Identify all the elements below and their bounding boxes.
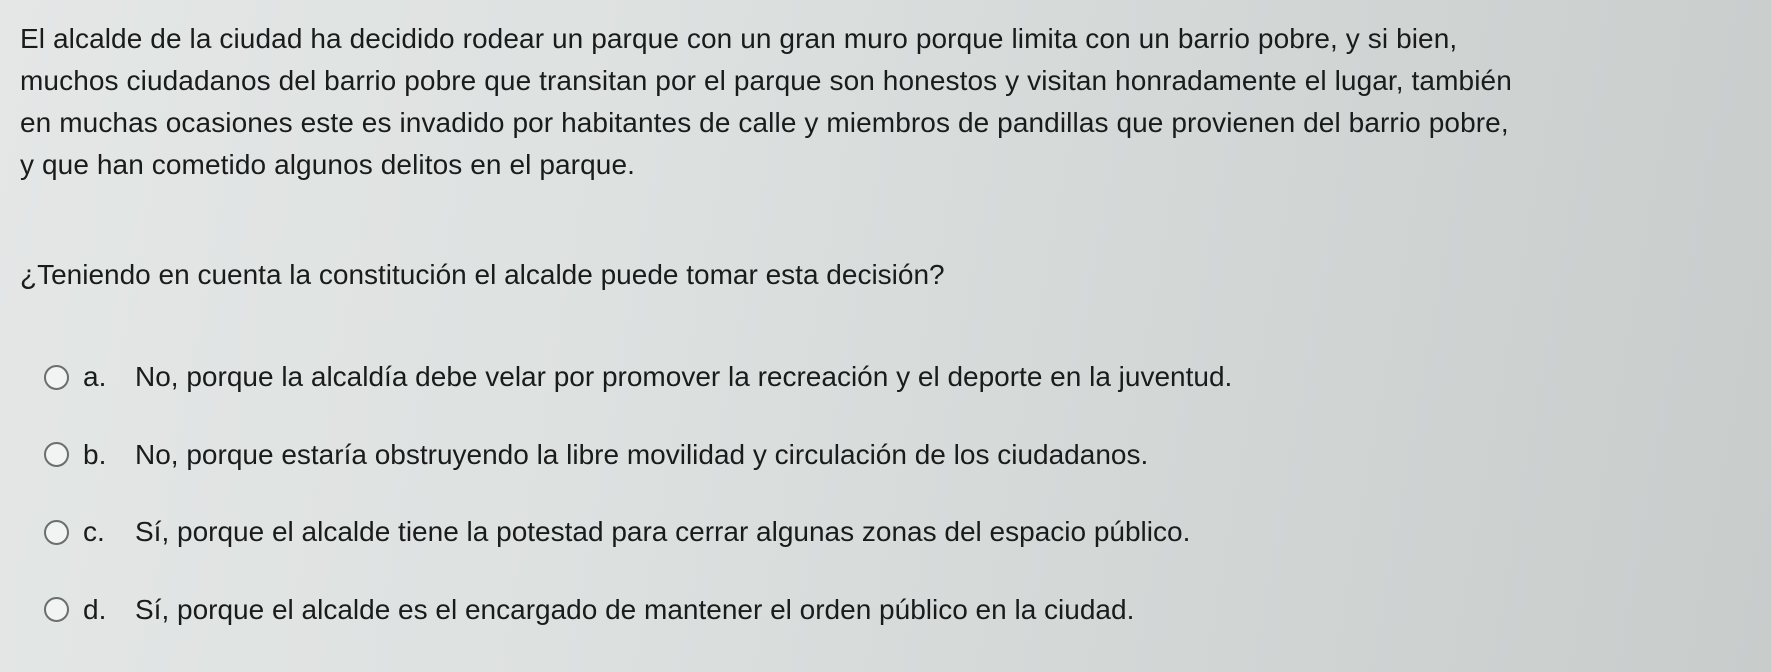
option-letter: b.: [83, 438, 107, 470]
option-text[interactable]: Sí, porque el alcalde es el encargado de mantener el orden público en la ciudad.: [135, 593, 1135, 625]
option-text[interactable]: No, porque la alcaldía debe velar por promover la recreación y el deporte en la juventud.: [135, 361, 1233, 392]
option-letter: c.: [83, 516, 105, 547]
option-c[interactable]: [44, 512, 1744, 552]
question-stem: [20, 18, 1760, 186]
stem-line: y que han cometido algunos delitos en el parque.: [20, 149, 636, 180]
radio-button-b[interactable]: [44, 442, 69, 467]
answer-options: [44, 357, 1744, 667]
option-a[interactable]: [44, 357, 1744, 397]
option-d[interactable]: [44, 590, 1744, 630]
radio-button-c[interactable]: [44, 520, 69, 545]
stem-line: El alcalde de la ciudad ha decidido rodear un parque con un gran muro porque limita con un barrio pobre, y si bien,: [20, 23, 1458, 54]
option-text[interactable]: No, porque estaría obstruyendo la libre movilidad y circulación de los ciudadanos.: [135, 438, 1149, 470]
option-text[interactable]: Sí, porque el alcalde tiene la potestad para cerrar algunas zonas del espacio público.: [135, 516, 1191, 547]
question-prompt: ¿Teniendo en cuenta la constitución el alcalde puede tomar esta decisión?: [20, 259, 945, 290]
stem-line: en muchas ocasiones este es invadido por habitantes de calle y miembros de pandillas que provienen del barrio pobre,: [20, 107, 1509, 138]
stem-line: muchos ciudadanos del barrio pobre que transitan por el parque son honestos y visitan honradamente el lugar, también: [20, 65, 1512, 96]
option-b[interactable]: [44, 435, 1744, 475]
radio-button-d[interactable]: [44, 597, 69, 622]
option-letter: d.: [83, 593, 107, 625]
radio-button-a[interactable]: [44, 365, 69, 390]
option-letter: a.: [83, 361, 107, 392]
